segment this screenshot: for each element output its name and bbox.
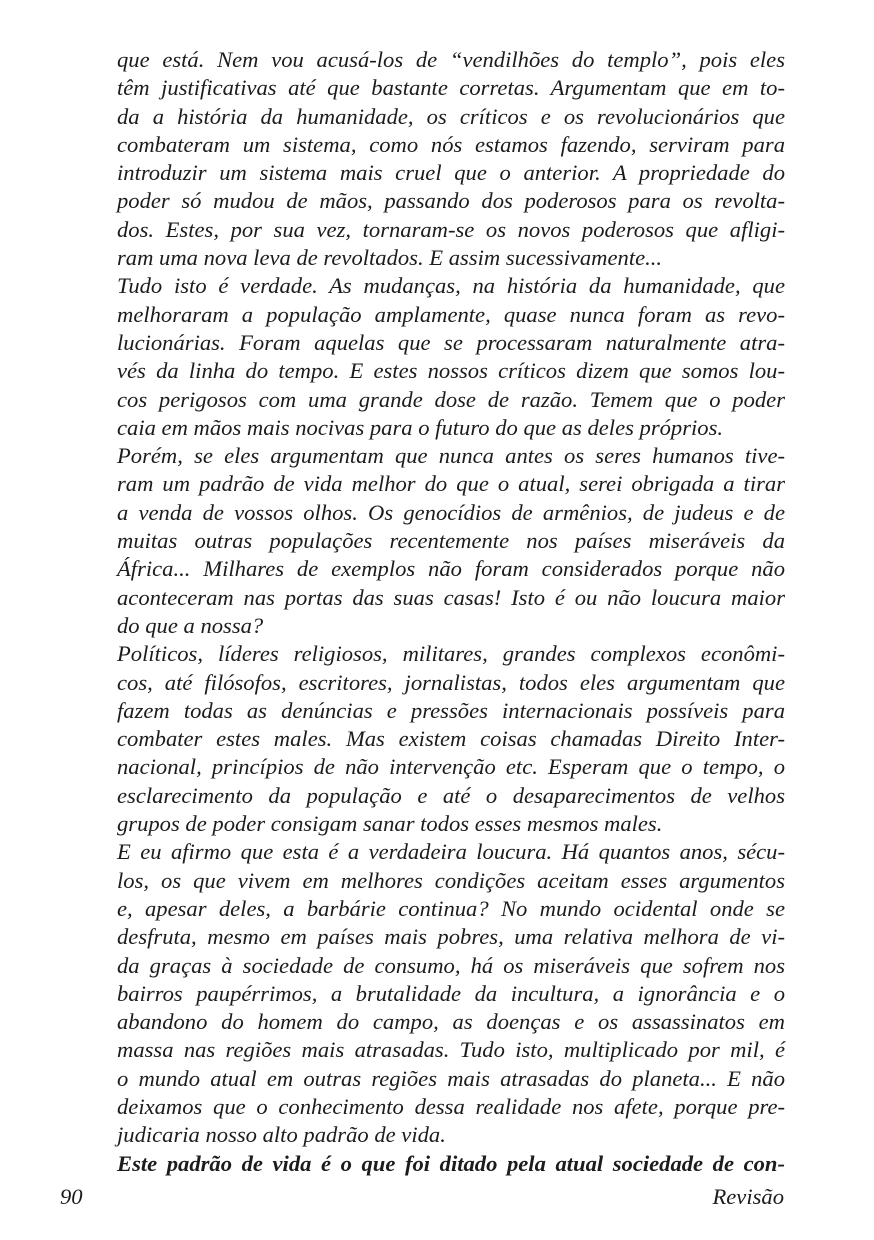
text-line: que está. Nem vou acusá-los de “vendilhões do templo”, pois eles xyxy=(117,47,785,72)
text-line: Políticos, líderes religiosos, militares, grandes complexos econômi- xyxy=(117,641,785,667)
text-line: África... Milhares de exemplos não foram considerados porque não xyxy=(117,556,785,582)
text-line: fazem todas as denúncias e pressões internacionais possíveis para xyxy=(117,697,785,723)
text-line: têm justificativas até que bastante corretas. Argumentam que em to- xyxy=(117,75,785,101)
text-line: e, apesar deles, a barbárie continua? No mundo ocidental onde se xyxy=(117,895,785,921)
text-line: caia em mãos mais nocivas para o futuro do que as deles próprios. xyxy=(117,414,724,440)
text-line: combateram um sistema, como nós estamos fazendo, serviram para xyxy=(117,131,785,157)
text-line: da a história da humanidade, os críticos e os revolucionários que xyxy=(117,103,785,129)
text-line: deixamos que o conhecimento dessa realidade nos afete, porque pre- xyxy=(117,1093,785,1119)
running-footer-section: Revisão xyxy=(712,1184,784,1209)
text-line: melhoraram a população amplamente, quase nunca foram as revo- xyxy=(117,301,785,327)
text-line: esclarecimento da população e até o desaparecimentos de velhos xyxy=(117,782,785,808)
text-line: abandono do homem do campo, as doenças e os assassinatos em xyxy=(117,1009,785,1035)
text-line: ram um padrão de vida melhor do que o atual, serei obrigada a tirar xyxy=(117,471,785,497)
body-text xyxy=(117,46,785,1178)
text-line: ram uma nova leva de revoltados. E assim sucessivamente... xyxy=(117,245,663,271)
text-line: grupos de poder consigam sanar todos esses mesmos males. xyxy=(117,811,663,837)
text-line: nacional, princípios de não intervenção etc. Esperam que o tempo, o xyxy=(117,754,785,780)
text-line: judicaria nosso alto padrão de vida. xyxy=(117,1122,446,1148)
text-line: dos. Estes, por sua vez, tornaram-se os novos poderosos que afligi- xyxy=(117,216,785,242)
text-line: lucionárias. Foram aquelas que se processaram naturalmente atra- xyxy=(117,329,785,355)
text-line: E eu afirmo que esta é a verdadeira loucura. Há quantos anos, sécu- xyxy=(117,839,785,865)
text-line: combater estes males. Mas existem coisas chamadas Direito Inter- xyxy=(117,726,785,752)
text-line: cos perigosos com uma grande dose de razão. Temem que o poder xyxy=(117,386,785,412)
text-line: da graças à sociedade de consumo, há os miseráveis que sofrem nos xyxy=(117,952,785,978)
text-line: massa nas regiões mais atrasadas. Tudo isto, multiplicado por mil, é xyxy=(117,1037,785,1063)
text-line: introduzir um sistema mais cruel que o anterior. A propriedade do xyxy=(117,160,785,186)
text-line: Este padrão de vida é o que foi ditado pela atual sociedade de con- xyxy=(117,1150,785,1176)
page-number: 90 xyxy=(60,1184,83,1209)
text-line: desfruta, mesmo em países mais pobres, uma relativa melhora de vi- xyxy=(117,924,785,950)
text-line: vés da linha do tempo. E estes nossos críticos dizem que somos lou- xyxy=(117,358,785,384)
text-line: aconteceram nas portas das suas casas! Isto é ou não loucura maior xyxy=(117,584,785,610)
text-line: Porém, se eles argumentam que nunca antes os seres humanos tive- xyxy=(117,443,785,469)
text-line: cos, até filósofos, escritores, jornalistas, todos eles argumentam que xyxy=(117,669,785,695)
text-line: poder só mudou de mãos, passando dos poderosos para os revolta- xyxy=(117,188,785,214)
text-line: do que a nossa? xyxy=(117,612,264,638)
text-line: bairros paupérrimos, a brutalidade da incultura, a ignorância e o xyxy=(117,980,785,1006)
text-line: muitas outras populações recentemente nos países miseráveis da xyxy=(117,528,785,554)
text-line: o mundo atual em outras regiões mais atrasadas do planeta... E não xyxy=(117,1065,785,1091)
text-line: Tudo isto é verdade. As mudanças, na história da humanidade, que xyxy=(117,273,785,299)
text-line: a venda de vossos olhos. Os genocídios de armênios, de judeus e de xyxy=(117,499,785,525)
text-line: los, os que vivem em melhores condições aceitam esses argumentos xyxy=(117,867,785,893)
